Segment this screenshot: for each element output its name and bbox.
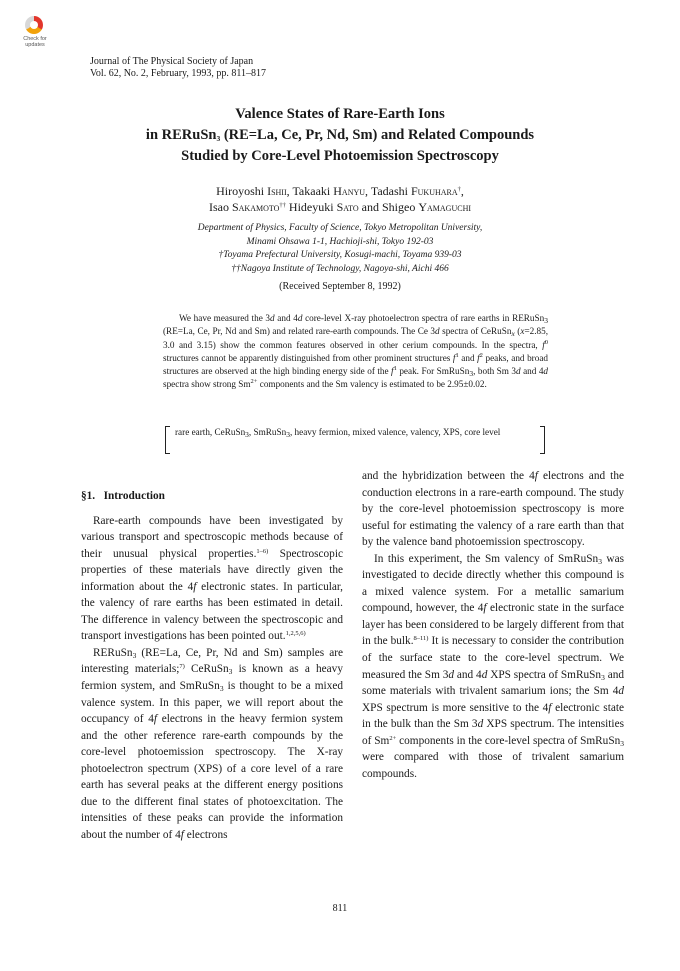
author-line-2: Isao Sakamoto†† Hideyuki Sato and Shigeo Yamaguchi (208, 200, 472, 214)
paper-title (60, 104, 620, 167)
received-date: (Received September 8, 1992) (279, 281, 401, 292)
paragraph: Rare-earth compounds have been investigated by various transport and spectroscopic methods because of their unusual physical properties.$^{1-6)}$ Spectroscopic properties of these materials have directly given the information about the 4f electronic states. In particular, the valency of rare earths has been estimated in detail. The difference in valency between the spectroscopic and transport investigations has been pointed out.$^{1,2,5,6)}$ (81, 514, 344, 643)
keywords-left-bracket (165, 426, 170, 454)
badge-label: Check for updates (23, 36, 47, 48)
title-line-3: Studied by Core-Level Photoemission Spectroscopy (181, 148, 499, 164)
journal-header (90, 56, 266, 80)
body-column-right (362, 468, 624, 782)
title-line-2: in RERuSn$_3$ (RE=La, Ce, Pr, Nd, Sm) and Related Compounds (145, 127, 535, 143)
author-line-1: Hiroyoshi Ishii, Takaaki Hanyu, Tadashi Fukuhara†, (216, 184, 464, 198)
affiliations (110, 222, 570, 276)
paragraph: and the hybridization between the 4f electrons and the conduction electrons in a rare-earth compound. The study by the core-level photoemission spectroscopy is more useful for estimating the valency of a rare earth than that by the valence band photoemission spectroscopy. (362, 470, 624, 549)
check-for-updates-badge[interactable] (16, 14, 54, 52)
affiliation-1-address: Minami Ohsawa 1-1, Hachioji-shi, Tokyo 192-03 (246, 236, 434, 247)
page-number: 811 (332, 903, 348, 914)
journal-name: Journal of The Physical Society of Japan (90, 56, 254, 67)
author-list (100, 183, 580, 215)
title-line-1: Valence States of Rare-Earth Ions (235, 106, 445, 122)
affiliation-3: ††Nagoya Institute of Technology, Nagoya-shi, Aichi 466 (231, 263, 449, 274)
section-heading: §1. Introduction (81, 490, 165, 502)
keywords-right-bracket (540, 426, 545, 454)
keywords-box (165, 424, 545, 454)
body-column-left (81, 468, 343, 843)
keywords-text: rare earth, CeRuSn$_3$, SmRuSn$_3$, heavy fermion, mixed valence, valency, XPS, core level (175, 427, 501, 439)
paragraph: In this experiment, the Sm valency of SmRuSn$_3$ was investigated to decide directly whether this compound is a mixed valence system. For a metallic samarium compound, however, the 4f electronic state in the surface layer has been considered to be largely different from that in the bulk.$^{8-11)}$ It is necessary to consider the contribution of the surface state to the core-level spectrum. We measured the Sm 3d and 4d XPS spectra of SmRuSn$_3$ and some materials with trivalent samarium ions; the Sm 4d XPS spectrum is more sensitive to the 4f electronic state in the bulk than the Sm 3d XPS spectrum. The intensities of $Sm^{2+}$ components in the core-level spectra of SmRuSn$_3$ were compared with those of trivalent samarium compounds. (362, 552, 625, 780)
journal-citation: Vol. 62, No. 2, February, 1993, pp. 811–817 (90, 68, 267, 79)
paragraph: RERuSn$_3$ (RE=La, Ce, Pr, Nd and Sm) samples are interesting materials;$^{7)}$ CeRuSn$_3$ is known as a heavy fermion system, and SmRuSn$_3$ is thought to be a mixed valence system. In this paper, we will report about the occupancy of 4f electrons in the heavy fermion system and the other reference rare-earth compounds by the core-level photoemission spectroscopy. The X-ray photoelectron spectrum (XPS) of a core level of a rare earth has several peaks at the different energy positions due to the different final states of photoexcitation. The intensities of these peaks can provide the information about the number of 4f electrons (81, 646, 344, 841)
abstract-text: We have measured the 3d and 4d core-level X-ray photoelectron spectra of rare earths in RERuSn$_3$ (RE=La, Ce, Pr, Nd and Sm) and related rare-earth compounds. The Ce 3d spectra of CeRuSn$_x$ (x=2.85, 3.0 and 3.15) show the common features observed in other cerium compounds. In the spectra, $f^0$ structures cannot be apparently distinguished from other prominent structures $f^1$ and $f^2$ peaks, and broad structures are observed at the high binding energy side of the $f^1$ peak. For SmRuSn$_3$, both Sm 3d and 4d spectra show strong $Sm^{2+}$ components and the Sm valency is estimated to be 2.95±0.02. (163, 313, 549, 390)
crossmark-icon (25, 16, 43, 34)
affiliation-1: Department of Physics, Faculty of Science, Tokyo Metropolitan University, (197, 223, 483, 233)
affiliation-2: †Toyama Prefectural University, Kosugi-machi, Toyama 939-03 (218, 250, 462, 260)
abstract (163, 312, 548, 392)
